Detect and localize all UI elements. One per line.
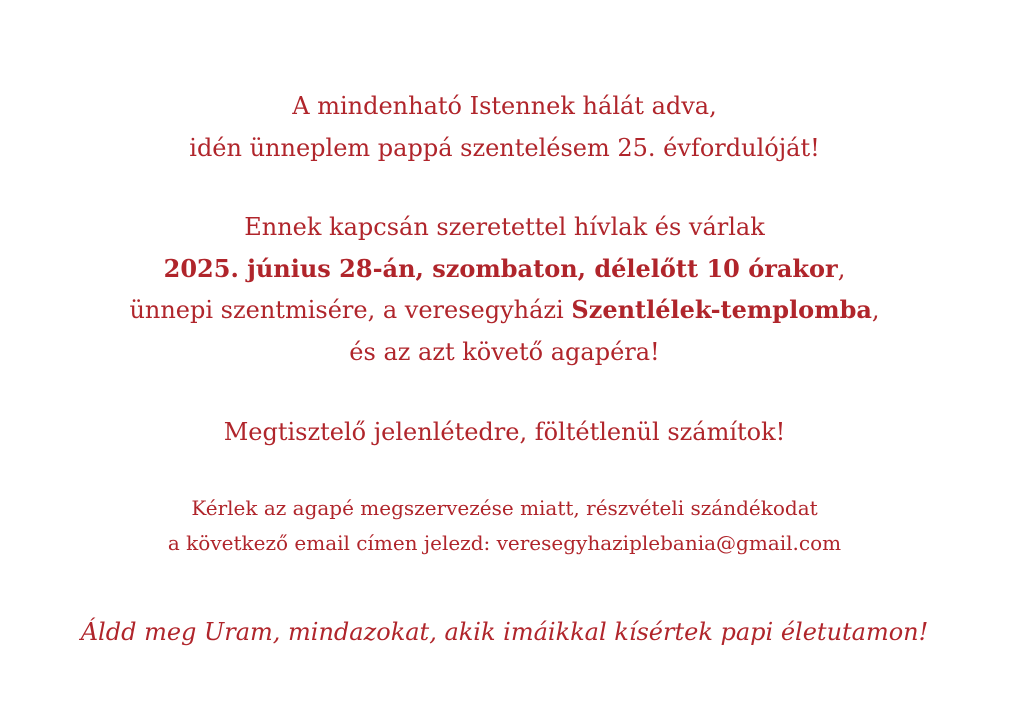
place-line <box>0 295 1009 324</box>
event-venue: Szentlélek-templomba <box>571 295 872 324</box>
place-suffix: , <box>871 296 880 324</box>
attendance-request: Megtisztelő jelenlétedre, föltétlenül számítok! <box>223 418 786 446</box>
place-prefix: ünnepi szentmisére, a veresegyházi <box>129 296 572 324</box>
rsvp-line-2: a következő email címen jelezd: veresegyhaziplebania@gmail.com <box>167 531 842 555</box>
date-suffix: , <box>837 255 846 283</box>
rsvp-line-1: Kérlek az agapé megszervezése miatt, részvételi szándékodat <box>191 496 818 520</box>
intro-line-1: A mindenható Istennek hálát adva, <box>292 92 717 120</box>
blessing-line: Áldd meg Uram, mindazokat, akik imáikkal kísértek papi életutamon! <box>80 618 929 646</box>
invite-line: Ennek kapcsán szeretettel hívlak és várlak <box>244 213 765 241</box>
agape-line: és az azt követő agapéra! <box>349 338 660 366</box>
event-date: 2025. június 28-án, szombaton, délelőtt 10 órakor <box>163 254 838 283</box>
date-line <box>0 254 1009 283</box>
intro-line-2: idén ünneplem pappá szentelésem 25. évfordulóját! <box>189 134 820 162</box>
